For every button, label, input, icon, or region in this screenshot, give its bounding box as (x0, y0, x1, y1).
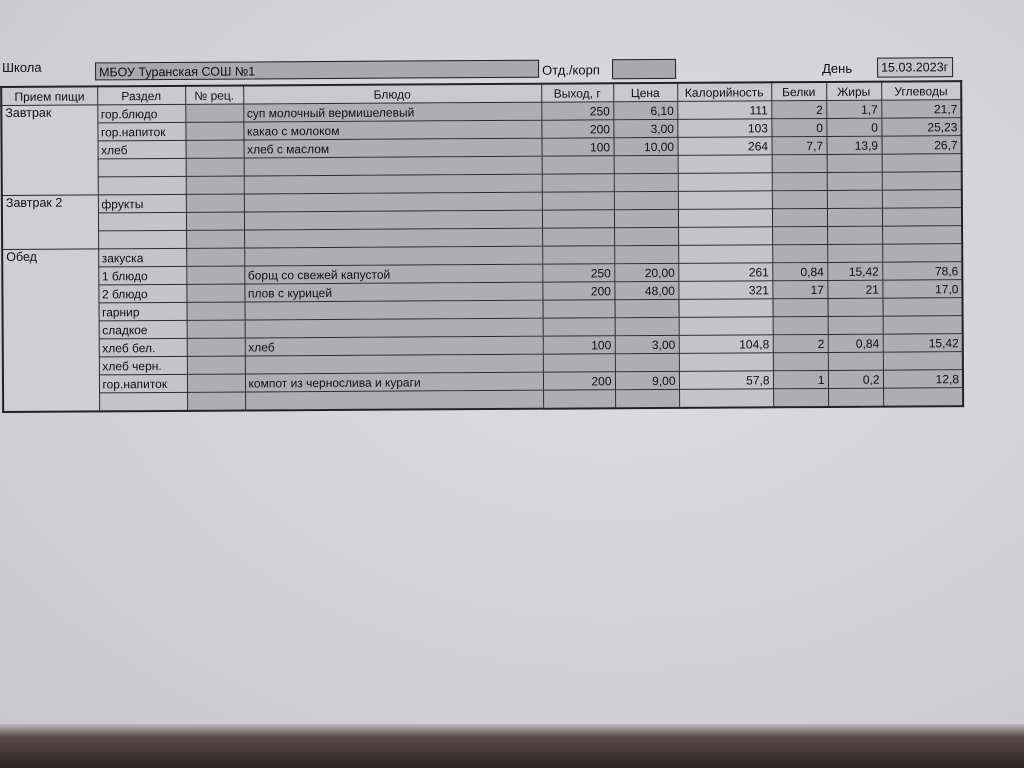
carbs-cell: 17,0 (882, 280, 962, 298)
fat-cell (827, 298, 882, 316)
kcal-cell: 103 (677, 119, 771, 138)
protein-cell: 1 (773, 370, 828, 388)
carbs-cell (883, 352, 963, 370)
recipe-cell (187, 374, 245, 392)
school-name-field: МБОУ Туранская СОШ №1 (95, 60, 539, 81)
fat-cell: 1,7 (826, 100, 881, 118)
carbs-cell (882, 190, 962, 208)
day-label: День (822, 60, 853, 76)
carbs-cell: 12,8 (883, 370, 963, 388)
kcal-cell: 264 (677, 137, 771, 156)
section-column-header: Раздел (97, 86, 185, 105)
output-cell (542, 228, 614, 246)
recipe-cell (186, 248, 244, 266)
output-cell (542, 210, 614, 228)
price-cell (614, 209, 678, 227)
kcal-cell (678, 209, 772, 228)
section-cell (99, 392, 187, 411)
section-cell: хлеб (98, 140, 186, 159)
recipe-cell (186, 194, 244, 212)
fat-cell (827, 172, 882, 190)
output-cell (543, 318, 615, 336)
output-cell: 200 (543, 372, 615, 390)
price-cell: 3,00 (615, 335, 679, 353)
dish-cell: борщ со свежей капустой (244, 264, 542, 284)
output-cell: 250 (542, 264, 614, 282)
output-cell: 100 (542, 138, 614, 156)
dish-cell (244, 192, 542, 212)
section-cell: гор.напиток (97, 122, 185, 141)
recipe-cell (187, 392, 245, 411)
kcal-cell (678, 299, 772, 318)
fat-cell: 0,84 (828, 334, 883, 352)
kcal-cell (678, 155, 772, 174)
recipe-cell (187, 338, 245, 356)
output-cell (542, 246, 614, 264)
price-cell: 6,10 (613, 101, 677, 119)
output-cell (543, 390, 615, 409)
dish-cell (245, 354, 543, 374)
dept-field (612, 59, 676, 79)
output-column-header: Выход, г (541, 83, 613, 102)
dish-cell (244, 156, 542, 176)
output-cell (542, 174, 614, 192)
price-cell (615, 317, 679, 335)
output-cell (542, 300, 614, 318)
recipe-cell (185, 104, 243, 122)
section-cell (98, 230, 186, 249)
price-cell: 20,00 (614, 263, 678, 281)
protein-cell (773, 388, 828, 407)
output-cell: 250 (541, 102, 613, 120)
kcal-cell: 57,8 (679, 371, 773, 390)
meal-column-header: Прием пищи (1, 86, 97, 105)
dish-cell: плов с курицей (244, 282, 542, 302)
section-cell: 2 блюдо (98, 284, 186, 303)
calories-column-header: Калорийность (677, 82, 771, 101)
carbs-cell (882, 298, 962, 316)
carbs-cell (882, 154, 962, 172)
fat-cell (827, 226, 882, 244)
section-cell: 1 блюдо (98, 266, 186, 285)
price-cell: 3,00 (613, 119, 677, 137)
price-cell (614, 299, 678, 317)
recipe-cell (186, 176, 244, 194)
kcal-cell (679, 353, 773, 372)
dish-cell: суп молочный вермишелевый (243, 102, 541, 122)
section-cell (98, 176, 186, 195)
carbs-cell: 78,6 (882, 262, 962, 280)
fat-cell: 13,9 (826, 136, 881, 154)
dish-cell (244, 174, 542, 194)
dish-cell (244, 300, 542, 320)
fat-column-header: Жиры (826, 82, 881, 101)
kcal-cell: 261 (678, 263, 772, 282)
dish-cell (244, 210, 542, 230)
protein-cell: 2 (773, 334, 828, 352)
output-cell (542, 192, 614, 210)
protein-cell (772, 226, 827, 244)
carbs-cell (883, 316, 963, 334)
table-body (1, 100, 963, 412)
dish-cell (245, 318, 543, 338)
date-field: 15.03.2023г (877, 57, 953, 77)
menu-document (0, 52, 962, 413)
section-cell: сладкое (99, 320, 187, 339)
price-cell (614, 173, 678, 191)
kcal-cell (678, 245, 772, 264)
price-cell (615, 389, 679, 408)
fat-cell: 15,42 (827, 262, 882, 280)
recipe-cell (186, 230, 244, 248)
fat-cell (827, 244, 882, 262)
section-cell: хлеб черн. (99, 356, 187, 375)
fat-cell: 0,2 (828, 370, 883, 388)
kcal-cell (678, 191, 772, 210)
fat-cell (828, 316, 883, 334)
protein-cell (772, 154, 827, 172)
section-cell: гарнир (98, 302, 186, 321)
recipe-cell (185, 122, 243, 140)
output-cell: 200 (541, 120, 613, 138)
kcal-cell (678, 227, 772, 246)
price-cell (614, 227, 678, 245)
price-cell: 9,00 (615, 371, 679, 389)
section-cell: фрукты (98, 194, 186, 213)
kcal-cell (679, 389, 773, 408)
fat-cell: 0 (826, 118, 881, 136)
price-cell (615, 353, 679, 371)
protein-cell: 2 (771, 100, 826, 118)
section-cell: хлеб бел. (99, 338, 187, 357)
kcal-cell (678, 173, 772, 192)
price-cell (614, 191, 678, 209)
dish-cell (245, 390, 543, 410)
dish-cell (244, 228, 542, 248)
fat-cell (827, 154, 882, 172)
kcal-cell: 104,8 (679, 335, 773, 354)
protein-cell: 0,84 (772, 262, 827, 280)
dish-cell: хлеб (245, 336, 543, 356)
meal-name-cell: Завтрак (1, 105, 98, 196)
carbs-cell (882, 172, 962, 190)
recipe-column-header: № рец. (185, 86, 243, 105)
protein-cell (772, 190, 827, 208)
section-cell (98, 212, 186, 231)
section-cell: закуска (98, 248, 186, 267)
recipe-cell (186, 140, 244, 158)
section-cell: гор.напиток (99, 374, 187, 393)
fat-cell: 21 (827, 280, 882, 298)
fat-cell (827, 190, 882, 208)
meal-name-cell: Обед (2, 249, 99, 412)
kcal-cell (679, 317, 773, 336)
fat-cell (828, 352, 883, 370)
output-cell (543, 354, 615, 372)
price-cell: 48,00 (614, 281, 678, 299)
carbs-cell: 21,7 (881, 100, 961, 118)
carbs-cell: 26,7 (881, 136, 961, 154)
carbs-cell: 25,23 (881, 118, 961, 136)
dish-cell: хлеб с маслом (244, 138, 542, 158)
dish-cell (244, 246, 542, 266)
protein-cell (773, 316, 828, 334)
recipe-cell (186, 158, 244, 176)
menu-table (0, 80, 964, 413)
price-cell (614, 155, 678, 173)
recipe-cell (186, 302, 244, 320)
dish-cell: какао с молоком (243, 120, 541, 140)
output-cell: 100 (543, 336, 615, 354)
price-column-header: Цена (613, 83, 677, 102)
protein-column-header: Белки (771, 82, 826, 101)
carbs-cell (882, 208, 962, 226)
protein-cell (772, 298, 827, 316)
dept-label: Отд./корп (542, 62, 600, 78)
output-cell (542, 156, 614, 174)
recipe-cell (186, 266, 244, 284)
school-label: Школа (2, 59, 42, 75)
protein-cell: 0 (771, 118, 826, 136)
carbs-cell (882, 244, 962, 262)
document-header (0, 52, 960, 86)
protein-cell (772, 244, 827, 262)
protein-cell (772, 208, 827, 226)
price-cell (614, 245, 678, 263)
protein-cell: 17 (772, 280, 827, 298)
section-cell (98, 158, 186, 177)
dish-column-header: Блюдо (243, 84, 541, 104)
dish-cell: компот из чернослива и кураги (245, 372, 543, 392)
kcal-cell: 321 (678, 281, 772, 300)
section-cell: гор.блюдо (97, 104, 185, 123)
protein-cell: 7,7 (771, 136, 826, 154)
carbs-cell: 15,42 (883, 334, 963, 352)
carbs-cell (883, 388, 963, 407)
fat-cell (828, 388, 883, 407)
desk-edge (0, 724, 1024, 768)
carbs-column-header: Углеводы (881, 81, 961, 100)
protein-cell (772, 172, 827, 190)
recipe-cell (186, 284, 244, 302)
fat-cell (827, 208, 882, 226)
recipe-cell (187, 356, 245, 374)
kcal-cell: 111 (677, 101, 771, 120)
protein-cell (773, 352, 828, 370)
carbs-cell (882, 226, 962, 244)
output-cell: 200 (542, 282, 614, 300)
meal-name-cell: Завтрак 2 (2, 195, 98, 250)
price-cell: 10,00 (613, 137, 677, 155)
recipe-cell (187, 320, 245, 338)
recipe-cell (186, 212, 244, 230)
